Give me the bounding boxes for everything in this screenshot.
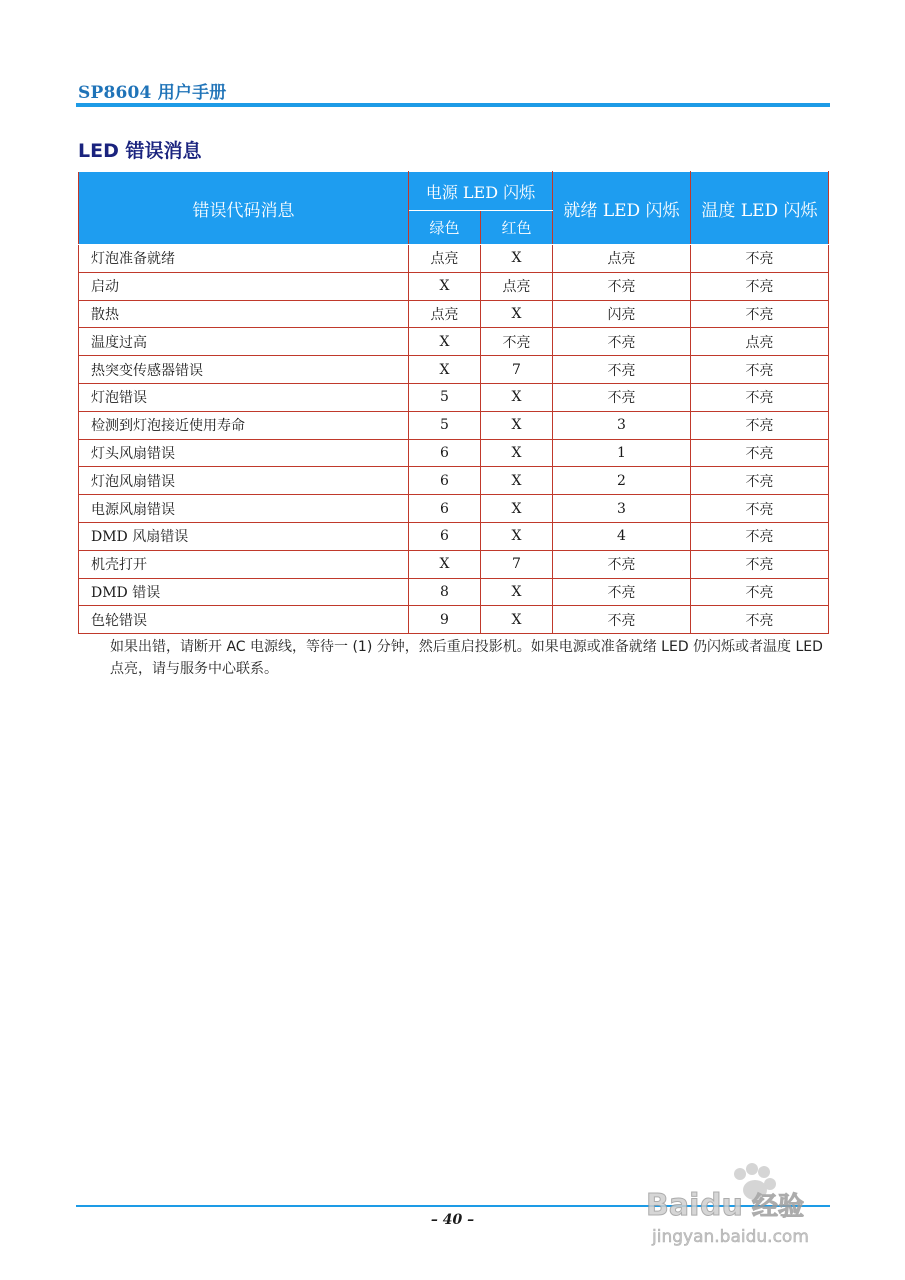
error-name-cell: 电源风扇错误 [79, 495, 409, 523]
svg-text:Bai: Bai [646, 1188, 700, 1223]
table-row [79, 245, 829, 273]
header-error-message: 错误代码消息 [79, 172, 409, 245]
led-error-table [78, 171, 829, 634]
power-red-cell: X [481, 439, 553, 467]
table-row [79, 411, 829, 439]
power-green-cell: 点亮 [409, 300, 481, 328]
table-row [79, 356, 829, 384]
table-row [79, 300, 829, 328]
header-power-green: 绿色 [409, 211, 481, 245]
power-green-cell: 6 [409, 495, 481, 523]
power-green-cell: 点亮 [409, 245, 481, 273]
temp-led-cell: 不亮 [691, 467, 829, 495]
document-header-title: SP8604 用户手册 [78, 83, 227, 103]
table-row [79, 328, 829, 356]
header-power-led: 电源 LED 闪烁 [409, 172, 553, 211]
header-temp-led: 温度 LED 闪烁 [691, 172, 829, 245]
table-row [79, 439, 829, 467]
temp-led-cell: 不亮 [691, 300, 829, 328]
table-row [79, 578, 829, 606]
ready-led-cell: 不亮 [553, 272, 691, 300]
ready-led-cell: 不亮 [553, 328, 691, 356]
error-name-cell: 色轮错误 [79, 606, 409, 634]
temp-led-cell: 不亮 [691, 356, 829, 384]
error-name-cell: 检测到灯泡接近使用寿命 [79, 411, 409, 439]
power-red-cell: X [481, 522, 553, 550]
header-ready-led: 就绪 LED 闪烁 [553, 172, 691, 245]
power-green-cell: 5 [409, 383, 481, 411]
power-red-cell: 7 [481, 356, 553, 384]
baidu-jingyan-watermark [640, 1160, 850, 1250]
temp-led-cell: 不亮 [691, 522, 829, 550]
error-name-cell: 热突变传感器错误 [79, 356, 409, 384]
led-table-body [79, 245, 829, 634]
error-name-cell: 灯泡风扇错误 [79, 467, 409, 495]
ready-led-cell: 不亮 [553, 578, 691, 606]
temp-led-cell: 不亮 [691, 606, 829, 634]
power-green-cell: X [409, 356, 481, 384]
power-green-cell: 6 [409, 467, 481, 495]
table-row [79, 550, 829, 578]
power-green-cell: X [409, 550, 481, 578]
page-number: – 40 – [430, 1212, 475, 1228]
power-red-cell: X [481, 300, 553, 328]
power-red-cell: X [481, 578, 553, 606]
header-power-red: 红色 [481, 211, 553, 245]
power-green-cell: X [409, 328, 481, 356]
error-name-cell: 灯泡准备就绪 [79, 245, 409, 273]
ready-led-cell: 4 [553, 522, 691, 550]
temp-led-cell: 不亮 [691, 550, 829, 578]
ready-led-cell: 不亮 [553, 356, 691, 384]
ready-led-cell: 1 [553, 439, 691, 467]
temp-led-cell: 不亮 [691, 383, 829, 411]
power-red-cell: X [481, 383, 553, 411]
temp-led-cell: 不亮 [691, 578, 829, 606]
power-green-cell: 8 [409, 578, 481, 606]
error-name-cell: 灯泡错误 [79, 383, 409, 411]
power-red-cell: X [481, 606, 553, 634]
power-green-cell: 5 [409, 411, 481, 439]
ready-led-cell: 点亮 [553, 245, 691, 273]
error-name-cell: DMD 错误 [79, 578, 409, 606]
ready-led-cell: 不亮 [553, 550, 691, 578]
temp-led-cell: 不亮 [691, 411, 829, 439]
error-name-cell: 散热 [79, 300, 409, 328]
header-divider [76, 103, 830, 107]
table-row [79, 606, 829, 634]
table-row [79, 495, 829, 523]
ready-led-cell: 闪亮 [553, 300, 691, 328]
section-title: LED 错误消息 [78, 140, 202, 162]
svg-text:经验: 经验 [752, 1192, 805, 1222]
table-row [79, 272, 829, 300]
power-red-cell: 不亮 [481, 328, 553, 356]
svg-text:du: du [700, 1188, 743, 1223]
svg-text:jingyan.baidu.com: jingyan.baidu.com [652, 1227, 809, 1247]
temp-led-cell: 不亮 [691, 245, 829, 273]
error-name-cell: DMD 风扇错误 [79, 522, 409, 550]
error-name-cell: 温度过高 [79, 328, 409, 356]
power-green-cell: 6 [409, 522, 481, 550]
power-red-cell: X [481, 495, 553, 523]
ready-led-cell: 3 [553, 411, 691, 439]
error-name-cell: 启动 [79, 272, 409, 300]
temp-led-cell: 不亮 [691, 495, 829, 523]
ready-led-cell: 不亮 [553, 383, 691, 411]
power-red-cell: X [481, 245, 553, 273]
power-red-cell: X [481, 411, 553, 439]
power-green-cell: X [409, 272, 481, 300]
ready-led-cell: 2 [553, 467, 691, 495]
temp-led-cell: 点亮 [691, 328, 829, 356]
temp-led-cell: 不亮 [691, 439, 829, 467]
ready-led-cell: 3 [553, 495, 691, 523]
table-row [79, 383, 829, 411]
error-name-cell: 机壳打开 [79, 550, 409, 578]
table-row [79, 467, 829, 495]
power-green-cell: 9 [409, 606, 481, 634]
ready-led-cell: 不亮 [553, 606, 691, 634]
table-row [79, 522, 829, 550]
power-red-cell: 点亮 [481, 272, 553, 300]
temp-led-cell: 不亮 [691, 272, 829, 300]
troubleshooting-note: 如果出错，请断开 AC 电源线，等待一 (1) 分钟，然后重启投影机。如果电源或准备就绪 LED 仍闪烁或者温度 LED 点亮，请与服务中心联系。 [110, 639, 823, 677]
power-red-cell: 7 [481, 550, 553, 578]
power-red-cell: X [481, 467, 553, 495]
error-name-cell: 灯头风扇错误 [79, 439, 409, 467]
power-green-cell: 6 [409, 439, 481, 467]
